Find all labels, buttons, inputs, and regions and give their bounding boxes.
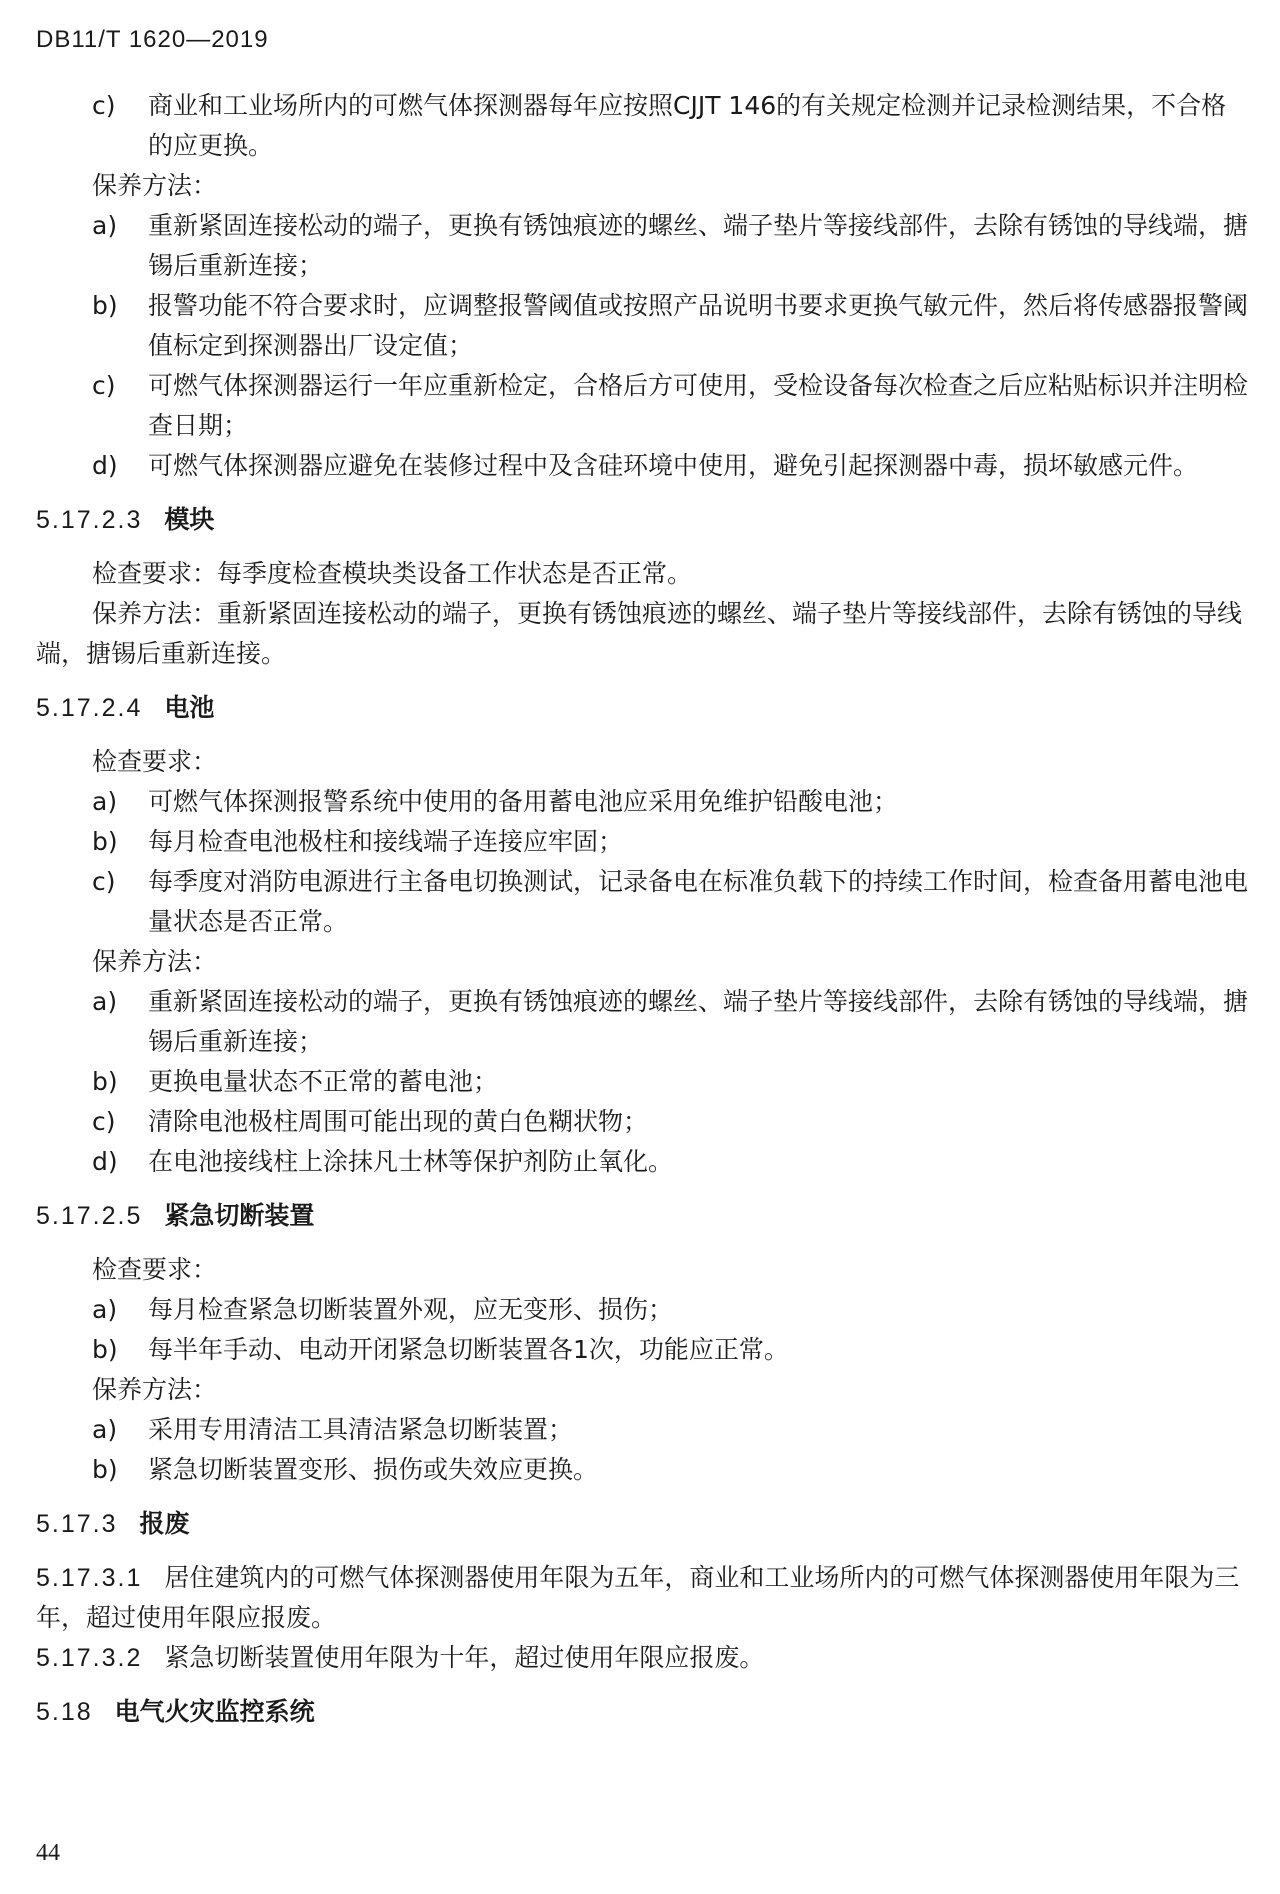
section-title: 紧急切断装置 bbox=[164, 1201, 315, 1230]
list-item bbox=[36, 822, 1250, 862]
item-text: 每半年手动、电动开闭紧急切断装置各1次，功能应正常。 bbox=[148, 1335, 789, 1364]
item-label: a) bbox=[92, 1295, 118, 1324]
section-number: 5.17.2.4 bbox=[36, 694, 143, 722]
page-content bbox=[36, 86, 1250, 1746]
section-title: 模块 bbox=[164, 505, 215, 534]
section-number: 5.17.2.3 bbox=[36, 506, 143, 534]
item-label: c) bbox=[92, 867, 116, 896]
section-heading bbox=[36, 1504, 1250, 1544]
section-heading bbox=[36, 688, 1250, 728]
check-requirement: 检查要求：每季度检查模块类设备工作状态是否正常。 bbox=[92, 559, 693, 588]
doc-number-header: DB11/T 1620—2019 bbox=[36, 26, 269, 53]
list-item bbox=[36, 286, 1250, 366]
item-text: 每月检查紧急切断装置外观，应无变形、损伤； bbox=[148, 1295, 674, 1324]
item-text: 每月检查电池极柱和接线端子连接应牢固； bbox=[148, 827, 624, 856]
section-number: 5.18 bbox=[36, 1698, 93, 1726]
item-label: c) bbox=[92, 371, 116, 400]
item-text: 可燃气体探测器应避免在装修过程中及含硅环境中使用，避免引起探测器中毒，损坏敏感元件。 bbox=[148, 451, 1199, 480]
section-heading bbox=[36, 1196, 1250, 1236]
clause-text: 紧急切断装置使用年限为十年，超过使用年限应报废。 bbox=[164, 1643, 765, 1672]
clause-text: 居住建筑内的可燃气体探测器使用年限为五年，商业和工业场所内的可燃气体探测器使用年限为三年，超过使用年限应报废。 bbox=[36, 1563, 1240, 1632]
check-label: 检查要求： bbox=[92, 747, 218, 776]
list-item bbox=[36, 206, 1250, 286]
list-item bbox=[36, 1450, 1250, 1490]
item-text: 每季度对消防电源进行主备电切换测试，记录备电在标准负载下的持续工作时间，检查备用蓄电池电量状态是否正常。 bbox=[148, 867, 1249, 936]
list-item bbox=[36, 366, 1250, 446]
section-title: 报废 bbox=[139, 1509, 190, 1538]
clause-number: 5.17.3.1 bbox=[36, 1564, 143, 1592]
section-title: 电气火灾监控系统 bbox=[114, 1697, 315, 1726]
list-item bbox=[36, 1290, 1250, 1330]
item-text: 紧急切断装置变形、损伤或失效应更换。 bbox=[148, 1455, 599, 1484]
list-item bbox=[36, 862, 1250, 942]
clause bbox=[36, 1558, 1250, 1638]
item-label: a) bbox=[92, 211, 118, 240]
maintenance-label: 保养方法： bbox=[92, 1375, 218, 1404]
item-label: a) bbox=[92, 787, 118, 816]
item-text: 可燃气体探测报警系统中使用的备用蓄电池应采用免维护铅酸电池； bbox=[148, 787, 899, 816]
item-label: c) bbox=[92, 91, 116, 120]
page-number: 44 bbox=[36, 1840, 60, 1866]
item-label: c) bbox=[92, 1107, 116, 1136]
list-item bbox=[36, 1410, 1250, 1450]
item-label: b) bbox=[92, 1455, 118, 1484]
item-text: 清除电池极柱周围可能出现的黄白色糊状物； bbox=[148, 1107, 649, 1136]
list-item bbox=[36, 86, 1250, 166]
clause-number: 5.17.3.2 bbox=[36, 1644, 143, 1672]
item-label: d) bbox=[92, 1147, 118, 1176]
list-item bbox=[36, 1142, 1250, 1182]
item-text: 在电池接线柱上涂抹凡士林等保护剂防止氧化。 bbox=[148, 1147, 674, 1176]
section-heading bbox=[36, 500, 1250, 540]
section-heading bbox=[36, 1692, 1250, 1732]
list-item bbox=[36, 1102, 1250, 1142]
section-title: 电池 bbox=[164, 693, 215, 722]
item-text: 采用专用清洁工具清洁紧急切断装置； bbox=[148, 1415, 574, 1444]
item-text: 重新紧固连接松动的端子，更换有锈蚀痕迹的螺丝、端子垫片等接线部件，去除有锈蚀的导线端，搪锡后重新连接； bbox=[148, 987, 1249, 1056]
check-label: 检查要求： bbox=[92, 1255, 218, 1284]
maintenance-label: 保养方法： bbox=[92, 947, 218, 976]
item-label: b) bbox=[92, 1335, 118, 1364]
maintenance-label: 保养方法： bbox=[92, 171, 218, 200]
item-text: 可燃气体探测器运行一年应重新检定，合格后方可使用，受检设备每次检查之后应粘贴标识并注明检查日期； bbox=[148, 371, 1249, 440]
item-text: 商业和工业场所内的可燃气体探测器每年应按照CJJT 146的有关规定检测并记录检测结果，不合格的应更换。 bbox=[148, 91, 1227, 160]
item-label: a) bbox=[92, 1415, 118, 1444]
list-item bbox=[36, 782, 1250, 822]
list-item bbox=[36, 982, 1250, 1062]
item-label: a) bbox=[92, 987, 118, 1016]
section-number: 5.17.2.5 bbox=[36, 1202, 143, 1230]
item-text: 重新紧固连接松动的端子，更换有锈蚀痕迹的螺丝、端子垫片等接线部件，去除有锈蚀的导线端，搪锡后重新连接； bbox=[148, 211, 1249, 280]
list-item bbox=[36, 1062, 1250, 1102]
section-number: 5.17.3 bbox=[36, 1510, 118, 1538]
maintenance-method: 保养方法：重新紧固连接松动的端子，更换有锈蚀痕迹的螺丝、端子垫片等接线部件，去除有锈蚀的导线端，搪锡后重新连接。 bbox=[36, 599, 1243, 668]
item-label: b) bbox=[92, 291, 118, 320]
item-label: d) bbox=[92, 451, 118, 480]
item-label: b) bbox=[92, 827, 118, 856]
list-item bbox=[36, 1330, 1250, 1370]
list-item bbox=[36, 446, 1250, 486]
item-label: b) bbox=[92, 1067, 118, 1096]
clause bbox=[36, 1638, 1250, 1678]
item-text: 报警功能不符合要求时，应调整报警阈值或按照产品说明书要求更换气敏元件，然后将传感器报警阈值标定到探测器出厂设定值； bbox=[148, 291, 1249, 360]
item-text: 更换电量状态不正常的蓄电池； bbox=[148, 1067, 499, 1096]
